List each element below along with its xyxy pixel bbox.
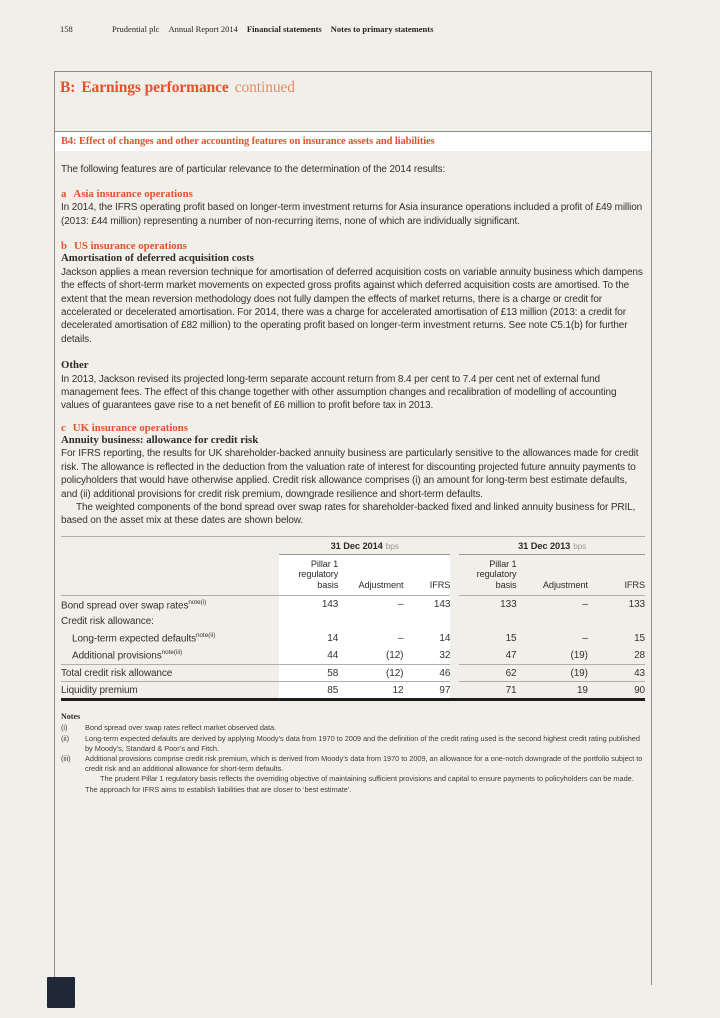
table-row-credit-risk-allowance	[61, 614, 645, 630]
running-header	[60, 24, 680, 34]
row-label: Long-term expected defaults$^{note(ii)}$	[72, 632, 216, 645]
breadcrumb-notes-to-primary-statements: Notes to primary statements	[330, 24, 434, 34]
cell-value: 58	[279, 665, 338, 682]
row-label: Credit risk allowance:	[61, 616, 154, 628]
note-text-continued: The prudent Pillar 1 regulatory basis reflects the overriding objective of maintaining sufficient provisions and capital to ensure payments to policyholders can be made. The approach for IFRS aims to establish liabilities that are closer to ‘best estimate’.	[85, 774, 634, 794]
cell-value: (12)	[338, 665, 403, 682]
cell-value: 62	[459, 665, 516, 682]
cell-value: 44	[279, 647, 338, 665]
note-text: Additional provisions comprise credit risk premium, which is derived from Moody’s data from 1970 to 2009, an allowance for a one-notch downgrade of the portfolio subject to credit risk and an additional allowance for short-term defaults.	[85, 753, 643, 774]
column-group-2013	[459, 536, 645, 554]
heading-text-b: US insurance operations	[74, 240, 187, 253]
note-ref-ii: note(ii)	[196, 632, 216, 640]
cell-value: 14	[279, 630, 338, 647]
cell-value	[588, 614, 645, 630]
group-date-2014: 31 Dec 2014	[330, 540, 383, 551]
cell-value	[403, 614, 450, 630]
row-label: Total credit risk allowance	[61, 665, 279, 682]
note-text: Bond spread over swap rates reflect market observed data.	[85, 723, 277, 733]
cell-value	[338, 614, 403, 630]
cell-value: –	[517, 596, 588, 614]
section-title	[55, 72, 651, 132]
table-subheader-row	[61, 554, 645, 596]
amortisation-paragraph: Jackson applies a mean reversion technique for amortisation of deferred acquisition costs on variable annuity business which dampens the effects of short-term market movements on expected gross profits against which deferred acquisition costs are amortised. To the extent that the mean reversion methodology does not fully dampen the effects of market returns, there is a charge or credit for accelerated or decelerated amortisation. For 2014, there was a charge for accelerated amortisation of £13 million (2013: a credit for decelerated amortisation of £82 million) to the operating profit based on longer-term investment returns. See note C5.1(b) for further details.	[61, 266, 643, 345]
column-group-2014	[279, 536, 450, 554]
cell-gap	[450, 665, 459, 682]
page-edge-tab	[47, 977, 75, 1008]
cell-value: 90	[588, 682, 645, 700]
table-row-total-credit-risk	[61, 665, 645, 682]
cell-value: 133	[588, 596, 645, 614]
group-date-2013: 31 Dec 2013	[518, 540, 571, 551]
subheader-ifrs-2014: IFRS	[403, 554, 450, 596]
cell-value: 71	[459, 682, 516, 700]
body-content	[55, 163, 651, 795]
section-heading: Earnings performance	[81, 79, 229, 96]
cell-value: 32	[403, 647, 450, 665]
doc-title: Prudential plc	[112, 24, 160, 34]
cell-gap	[450, 647, 459, 665]
cell-value: 46	[403, 665, 450, 682]
other-paragraph: In 2013, Jackson revised its projected long-term separate account return from 8.4 per cent to 7.4 per cent net of external fund management fees. The effect of this change together with other assumption changes and recalibration of modelling of accounting values of guarantees gave rise to a net benefit of £6 million to profit before tax in 2013.	[61, 373, 617, 412]
section-continued-label: continued	[234, 79, 295, 96]
note-marker: (iii)	[61, 753, 71, 763]
group-unit-2014: bps	[385, 540, 399, 551]
credit-risk-paragraph-1: For IFRS reporting, the results for UK shareholder-backed annuity business are particularly sensitive to the allowances made for credit risk. The allowance is reflected in the deduction from the valuation rate of interest for discounting projected future annuity payments to policyholders that would have otherwise applied. Credit risk allowance comprises (i) an amount for long-term best estimate defaults, and (ii) additional provisions for credit risk premium, downgrade resilience and short-term defaults.	[61, 448, 639, 500]
cell-value: 85	[279, 682, 338, 700]
cell-value: (12)	[338, 647, 403, 665]
cell-gap	[450, 596, 459, 614]
row-label: Bond spread over swap rates$^{note(i)}$	[61, 596, 279, 614]
cell-value: 14	[403, 630, 450, 647]
note-marker: (ii)	[61, 733, 70, 743]
note-item-ii	[61, 734, 645, 754]
cell-value: (19)	[570, 650, 588, 662]
row-label: Additional provisions$^{note(iii)}$	[72, 649, 183, 662]
subsection-banner: B4: Effect of changes and other accounting features on insurance assets and liabilities	[55, 132, 651, 151]
heading-marker-b: b	[61, 240, 68, 253]
cell-value: 19	[517, 682, 588, 700]
note-ref-i: note(i)	[188, 598, 207, 606]
cell-value: –	[582, 632, 588, 644]
section-prefix: B:	[60, 79, 76, 96]
table-row-bond-spread	[61, 596, 645, 614]
notes-title: Notes	[61, 712, 81, 722]
cell-value	[459, 614, 516, 630]
note-item-i	[61, 723, 645, 733]
subheader-empty	[61, 554, 279, 596]
table-group-header-row	[61, 536, 645, 554]
heading-asia-operations	[61, 188, 645, 200]
cell-value: 47	[505, 650, 517, 662]
row-label: Liquidity premium	[61, 682, 279, 700]
cell-gap	[450, 682, 459, 700]
group-unit-2013: bps	[573, 540, 587, 551]
heading-text-a: Asia insurance operations	[73, 188, 193, 201]
cell-value: 15	[505, 632, 517, 644]
report-title: Annual Report 2014	[168, 24, 238, 34]
table-row-long-term-defaults	[61, 630, 645, 647]
cell-value: 97	[403, 682, 450, 700]
heading-uk-operations	[61, 422, 645, 434]
cell-value: 43	[588, 665, 645, 682]
heading-amortisation: Amortisation of deferred acquisition costs	[61, 252, 254, 265]
heading-marker-c: c	[61, 421, 66, 434]
intro-paragraph: The following features are of particular relevance to the determination of the 2014 results:	[61, 164, 446, 175]
table-corner-cell	[61, 536, 279, 554]
cell-value: –	[338, 596, 403, 614]
content-frame	[54, 71, 652, 985]
subheader-pillar1-2014: Pillar 1 regulatory basis	[279, 554, 338, 596]
cell-value: 12	[338, 682, 403, 700]
credit-risk-paragraph-2: The weighted components of the bond spread over swap rates for shareholder-backed fixed and linked annuity business for PRIL, based on the asset mix at these dates are shown below.	[61, 502, 636, 527]
note-item-iii	[61, 754, 645, 795]
cell-value	[517, 614, 588, 630]
notes-section	[61, 712, 645, 794]
cell-value: 15	[634, 632, 645, 644]
note-marker: (i)	[61, 723, 68, 733]
cell-gap	[450, 630, 459, 647]
subheader-gap	[450, 554, 459, 596]
cell-value: (19)	[517, 665, 588, 682]
group-gap	[450, 536, 459, 554]
heading-text-c: UK insurance operations	[72, 421, 188, 434]
cell-gap	[450, 614, 459, 630]
note-text: Long-term expected defaults are derived by applying Moody’s data from 1970 to 2009 and the definition of the credit rating used is the second highest credit rating published by Moody’s, Standard & Poor’s and Fitch.	[85, 733, 640, 753]
subheader-adjustment-2014: Adjustment	[338, 554, 403, 596]
cell-value	[279, 614, 338, 630]
cell-value: 143	[279, 596, 338, 614]
bond-spread-table	[61, 536, 645, 701]
asia-paragraph: In 2014, the IFRS operating profit based on longer-term investment returns for Asia insurance operations included a profit of £49 million (2013: £44 million) representing a number of non-recurring items, none of which are individually significant.	[61, 202, 643, 227]
heading-us-operations	[61, 240, 645, 252]
table-row-additional-provisions	[61, 647, 645, 665]
table-row-liquidity-premium	[61, 682, 645, 700]
cell-value: –	[338, 630, 403, 647]
page-number: 158	[60, 24, 73, 34]
cell-value: 28	[634, 650, 645, 662]
subheader-pillar1-2013: Pillar 1 regulatory basis	[476, 558, 517, 590]
note-ref-iii: note(iii)	[161, 649, 183, 657]
cell-value: 133	[459, 596, 516, 614]
subheader-adjustment-2013: Adjustment	[542, 579, 588, 590]
heading-annuity-credit-risk: Annuity business: allowance for credit risk	[61, 433, 259, 446]
heading-other: Other	[61, 359, 89, 372]
subheader-ifrs-2013: IFRS	[624, 579, 645, 590]
cell-value: 143	[403, 596, 450, 614]
heading-marker-a: a	[61, 188, 67, 201]
breadcrumb-financial-statements: Financial statements	[246, 24, 322, 34]
